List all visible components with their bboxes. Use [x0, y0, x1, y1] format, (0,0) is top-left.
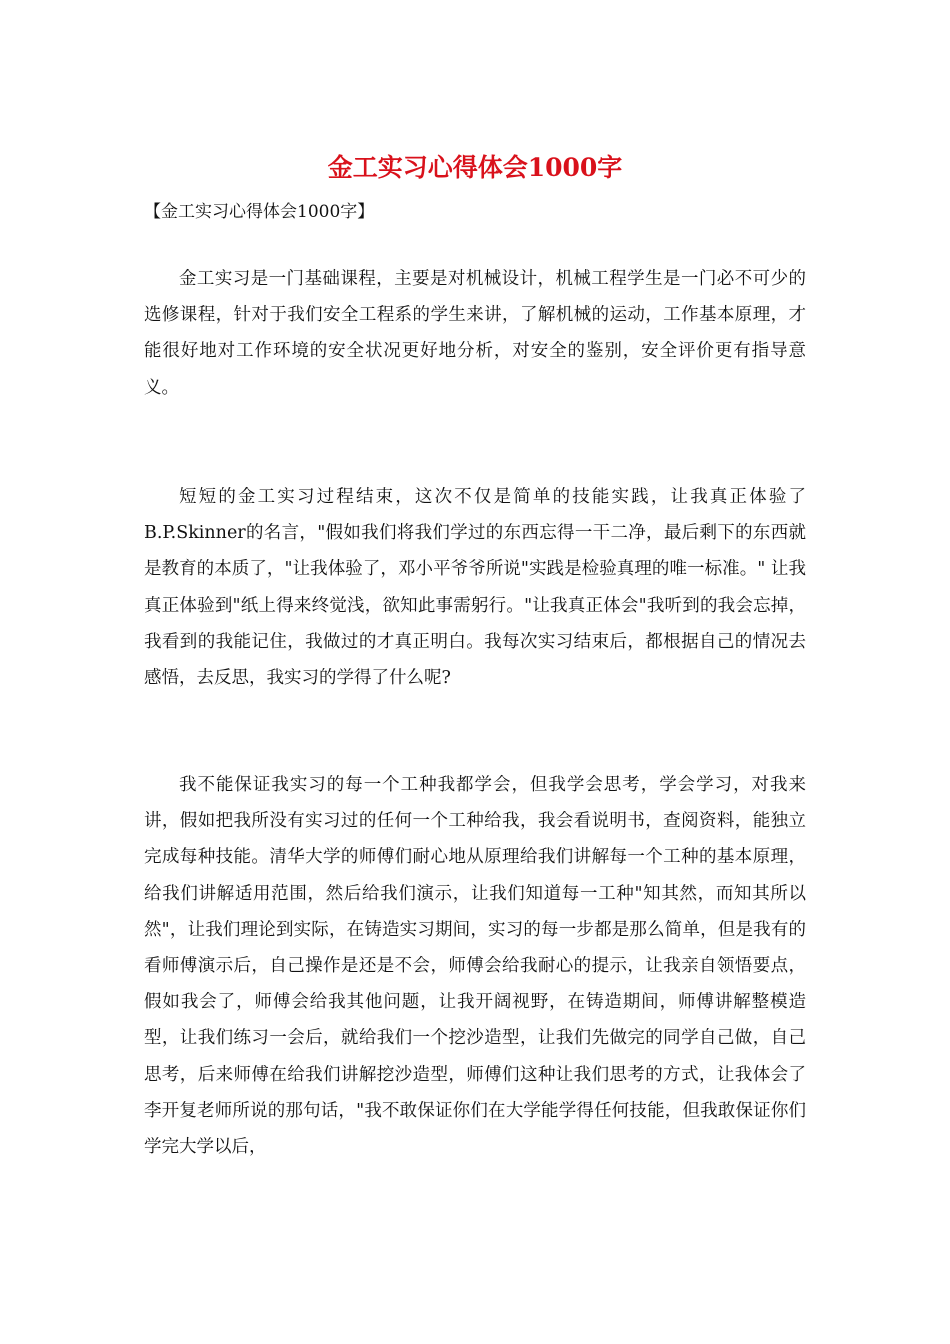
paragraph-3: 我不能保证我实习的每一个工种我都学会，但我学会思考，学会学习，对我来讲，假如把我所没有实习过的任何一个工种给我，我会看说明书，查阅资料，能独立完成每种技能。清华大学的师傅们耐心地从原理给我们讲解每一个工种的基本原理，给我们讲解适用范围，然后给我们演示，让我们知道每一工种"知其然，而知其所以然"，让我们理论到实际，在铸造实习期间，实习的每一步都是那么简单，但是我有的看师傅演示后，自己操作是还是不会，师傅会给我耐心的提示，让我亲自领悟要点，假如我会了，师傅会给我其他问题，让我开阔视野，在铸造期间，师傅讲解整模造型，让我们练习一会后，就给我们一个挖沙造型，让我们先做完的同学自己做，自己思考，后来师傅在给我们讲解挖沙造型，师傅们这种让我们思考的方式，让我体会了李开复老师所说的那句话，"我不敢保证你们在大学能学得任何技能，但我敢保证你们学完大学以后，: [144, 775, 806, 1158]
paragraph-2: 短短的金工实习过程结束，这次不仅是简单的技能实践，让我真正体验了B.P.Skinner的名言，"假如我们将我们学过的东西忘得一干二净，最后剩下的东西就是教育的本质了，"让我体验了，邓小平爷爷所说"实践是检验真理的唯一标准。" 让我真正体验到"纸上得来终觉浅，欲知此事需躬行。"让我真正体会"我听到的我会忘掉，我看到的我能记住，我做过的才真正明白。我每次实习结束后，都根据自己的情况去感悟，去反思，我实习的学得了什么呢?: [144, 487, 806, 689]
document-subtitle: 【金工实习心得体会1000字】: [144, 202, 375, 222]
paragraph-1: 金工实习是一门基础课程，主要是对机械设计，机械工程学生是一门必不可少的选修课程，针对于我们安全工程系的学生来讲，了解机械的运动，工作基本原理，才能很好地对工作环境的安全状况更好地分析，对安全的鉴别，安全评价更有指导意义。: [144, 269, 806, 398]
document-title: 金工实习心得体会1000字: [327, 153, 623, 182]
